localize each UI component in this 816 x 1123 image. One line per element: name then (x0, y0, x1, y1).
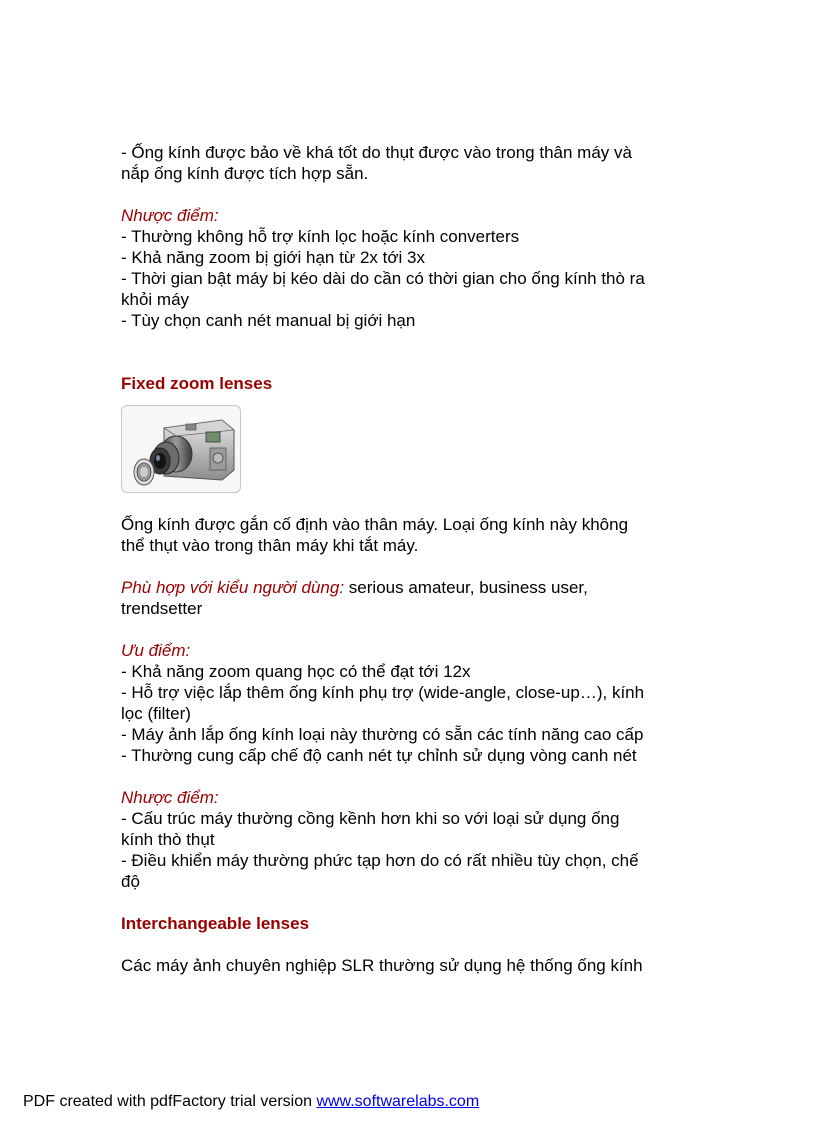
text-line: thể thụt vào trong thân máy khi tắt máy. (121, 536, 419, 555)
document-body (121, 142, 711, 976)
pros-heading: Ưu điểm: (121, 641, 191, 660)
list-item: - Tùy chọn canh nét manual bị giới hạn (121, 311, 416, 330)
list-item: - Cấu trúc máy thường cồng kềnh hơn khi so với loại sử dụng ống (121, 809, 620, 828)
text-line: - Ống kính được bảo về khá tốt do thụt được vào trong thân máy và (121, 143, 632, 162)
list-item: - Thường không hỗ trợ kính lọc hoặc kính converters (121, 227, 520, 246)
section-heading-fixed-zoom: Fixed zoom lenses (121, 374, 273, 393)
list-item: - Thời gian bật máy bị kéo dài do cần có thời gian cho ống kính thò ra (121, 269, 645, 288)
list-item: lọc (filter) (121, 704, 191, 723)
list-item: - Khả năng zoom quang học có thể đạt tới 12x (121, 662, 471, 681)
suitable-text: serious amateur, business user, (344, 578, 588, 597)
pdf-footer (23, 1092, 479, 1112)
text-line: Ống kính được gắn cố định vào thân máy. Loại ống kính này không (121, 515, 629, 534)
suitable-label: Phù hợp với kiểu người dùng: (121, 578, 345, 597)
list-item: - Hỗ trợ việc lắp thêm ống kính phụ trợ (wide-angle, close-up…), kính (121, 683, 645, 702)
cons-heading: Nhược điểm: (121, 206, 219, 225)
text-line: trendsetter (121, 599, 203, 618)
list-item: độ (121, 872, 140, 891)
text-line: Các máy ảnh chuyên nghiệp SLR thường sử dụng hệ thống ống kính (121, 956, 643, 975)
cons-heading: Nhược điểm: (121, 788, 219, 807)
list-item: - Khả năng zoom bị giới hạn từ 2x tới 3x (121, 248, 425, 267)
section-heading-interchangeable: Interchangeable lenses (121, 914, 310, 933)
list-item: khỏi máy (121, 290, 190, 309)
camera-with-zoom-lens-icon (122, 406, 240, 492)
list-item: - Máy ảnh lắp ống kính loại này thường có sẵn các tính năng cao cấp (121, 725, 644, 744)
text-line: nắp ống kính được tích hợp sẵn. (121, 164, 369, 183)
footer-text: PDF created with pdfFactory trial version (23, 1093, 317, 1110)
camera-image (121, 405, 241, 493)
footer-link[interactable]: www.softwarelabs.com (316, 1093, 480, 1110)
suitable-line (121, 577, 711, 598)
list-item: kính thò thụt (121, 830, 215, 849)
list-item: - Thường cung cấp chế độ canh nét tự chỉnh sử dụng vòng canh nét (121, 746, 637, 765)
list-item: - Điều khiển máy thường phức tạp hơn do có rất nhiều tùy chọn, chế (121, 851, 639, 870)
